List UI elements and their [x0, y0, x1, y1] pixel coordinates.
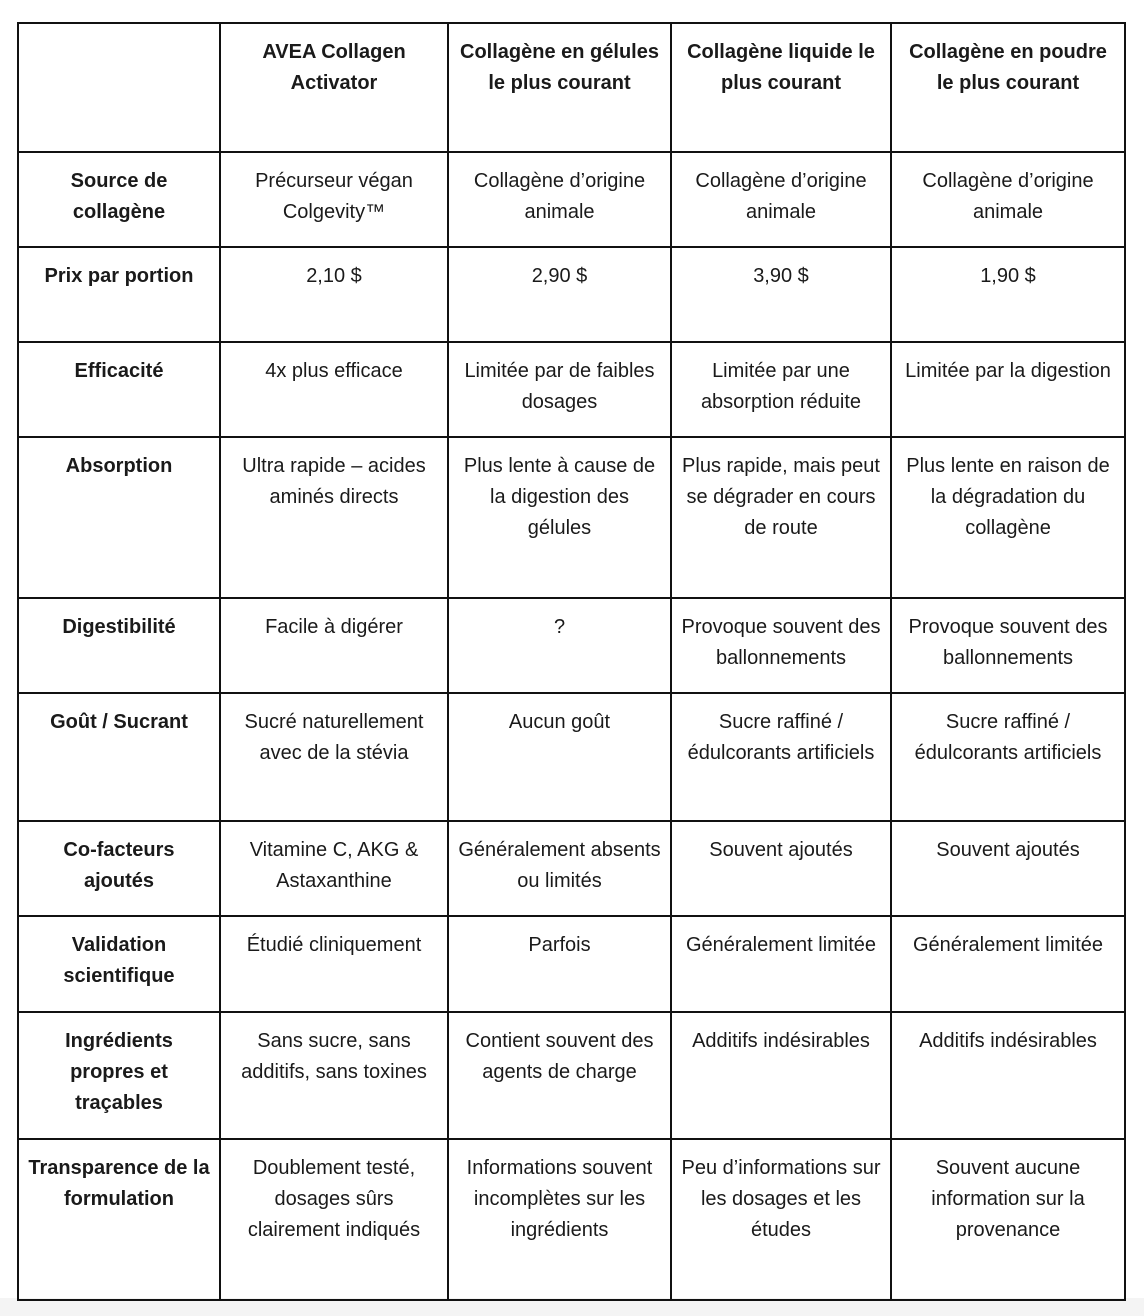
table-header-row [18, 23, 1125, 152]
row-label: Absorption [18, 437, 220, 598]
comparison-table [17, 22, 1126, 1301]
table-cell: Précurseur végan Colgevity™ [220, 152, 448, 247]
header-avea: AVEA Collagen Activator [220, 23, 448, 152]
row-label: Transparence de la formulation [18, 1139, 220, 1300]
table-cell: Sans sucre, sans additifs, sans toxines [220, 1012, 448, 1139]
row-label: Validation scientifique [18, 916, 220, 1012]
table-cell: Sucre raffiné / édulcorants artificiels [891, 693, 1125, 821]
table-cell: 2,90 $ [448, 247, 671, 342]
table-cell: Doublement testé, dosages sûrs clairement indiqués [220, 1139, 448, 1300]
table-cell: 2,10 $ [220, 247, 448, 342]
table-row [18, 1012, 1125, 1139]
table-cell: Provoque souvent des ballonnements [891, 598, 1125, 693]
table-cell: Souvent ajoutés [891, 821, 1125, 916]
row-label: Goût / Sucrant [18, 693, 220, 821]
table-row [18, 916, 1125, 1012]
table-row [18, 598, 1125, 693]
table-cell: Étudié cliniquement [220, 916, 448, 1012]
table-row [18, 247, 1125, 342]
header-capsules: Collagène en gélules le plus courant [448, 23, 671, 152]
table-cell: Sucré naturellement avec de la stévia [220, 693, 448, 821]
table-cell: Limitée par une absorption réduite [671, 342, 891, 437]
table-cell: Généralement limitée [891, 916, 1125, 1012]
table-cell: Généralement absents ou limités [448, 821, 671, 916]
row-label: Ingrédients propres et traçables [18, 1012, 220, 1139]
table-cell: 4x plus efficace [220, 342, 448, 437]
table-cell: Collagène d’origine animale [671, 152, 891, 247]
table-cell: 1,90 $ [891, 247, 1125, 342]
table-cell: Limitée par de faibles dosages [448, 342, 671, 437]
table-cell: Additifs indésirables [671, 1012, 891, 1139]
table-cell: Aucun goût [448, 693, 671, 821]
row-label: Efficacité [18, 342, 220, 437]
table-cell: Peu d’informations sur les dosages et les études [671, 1139, 891, 1300]
table-row [18, 152, 1125, 247]
table-cell: Collagène d’origine animale [891, 152, 1125, 247]
table-cell: Généralement limitée [671, 916, 891, 1012]
table-row [18, 693, 1125, 821]
row-label: Source de collagène [18, 152, 220, 247]
header-corner-cell [18, 23, 220, 152]
table-cell: Plus lente à cause de la digestion des gélules [448, 437, 671, 598]
table-cell: Souvent aucune information sur la provenance [891, 1139, 1125, 1300]
table-row [18, 1139, 1125, 1300]
table-cell: Plus lente en raison de la dégradation du collagène [891, 437, 1125, 598]
row-label: Co-facteurs ajoutés [18, 821, 220, 916]
table-cell: Informations souvent incomplètes sur les ingrédients [448, 1139, 671, 1300]
table-cell: Parfois [448, 916, 671, 1012]
table-cell: Vitamine C, AKG & Astaxanthine [220, 821, 448, 916]
table-row [18, 821, 1125, 916]
row-label: Prix par portion [18, 247, 220, 342]
table-cell: Additifs indésirables [891, 1012, 1125, 1139]
table-cell: Plus rapide, mais peut se dégrader en cours de route [671, 437, 891, 598]
table-cell: Facile à digérer [220, 598, 448, 693]
table-row [18, 342, 1125, 437]
table-cell: Ultra rapide – acides aminés directs [220, 437, 448, 598]
header-liquid: Collagène liquide le plus courant [671, 23, 891, 152]
table-cell: Sucre raffiné / édulcorants artificiels [671, 693, 891, 821]
row-label: Digestibilité [18, 598, 220, 693]
table-cell: Provoque souvent des ballonnements [671, 598, 891, 693]
header-powder: Collagène en poudre le plus courant [891, 23, 1125, 152]
table-cell: Contient souvent des agents de charge [448, 1012, 671, 1139]
table-cell: 3,90 $ [671, 247, 891, 342]
table-cell: Collagène d’origine animale [448, 152, 671, 247]
table-row [18, 437, 1125, 598]
table-cell: ? [448, 598, 671, 693]
table-cell: Souvent ajoutés [671, 821, 891, 916]
table-cell: Limitée par la digestion [891, 342, 1125, 437]
